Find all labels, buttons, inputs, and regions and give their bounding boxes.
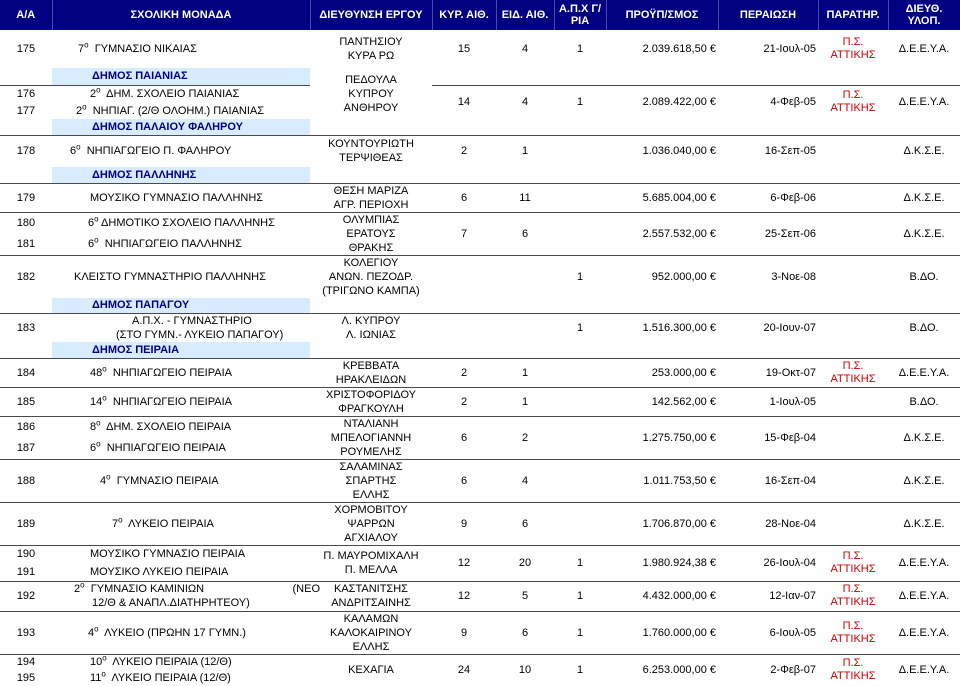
completion-date: 3-Νοε-08 [718,255,818,298]
directorate: Β.ΔΟ. [888,255,960,298]
project-address: ΧΟΡΜΟΒΙΤΟΥ ΨΑΡΡΩΝ ΑΓΧΙΑΛΟΥ [310,502,432,545]
table-row [0,545,960,563]
main-rooms: 14 [432,85,496,119]
project-address: ΚΕΧΑΓΙΑ [310,654,432,686]
row-number: 186 [0,416,52,438]
budget: 1.036.040,00 € [606,135,718,167]
notes: Π.Σ. ΑΤΤΙΚΗΣ [818,545,888,581]
apx-count [554,212,606,255]
main-rooms: 2 [432,358,496,387]
row-number: 183 [0,314,52,343]
school-name: $6^o$ ΝΗΠΙΑΓΩΓΕΙΟ Π. ΦΑΛΗΡΟΥ [52,135,310,167]
row-number: 179 [0,183,52,212]
special-rooms [496,255,554,298]
budget: 4.432.000,00 € [606,581,718,611]
municipality-row [0,167,960,183]
main-rooms: 6 [432,416,496,459]
apx-count [554,502,606,545]
col-header-address[interactable]: ΔΙΕΥΘΥΝΣΗ ΕΡΓΟΥ [310,0,432,30]
table-row [0,30,960,68]
directorate: Δ.Ε.Ε.Υ.Α. [898,43,950,55]
apx-count [554,358,606,387]
municipality-label: ΔΗΜΟΣ ΠΑΙΑΝΙΑΣ [52,68,310,85]
col-header-completion[interactable]: ΠΕΡΑΙΩΣΗ [718,0,818,30]
notes: Π.Σ. ΑΤΤΙΚΗΣ [818,581,888,611]
completion-date: 6-Ιουλ-05 [718,611,818,654]
school-name: $6^o$ ΝΗΠΙΑΓΩΓΕΙΟ ΠΑΛΛΗΝΗΣ [88,235,242,250]
school-name: ΜΟΥΣΙΚΟ ΓΥΜΝΑΣΙΟ ΠΕΙΡΑΙΑ [52,545,310,563]
special-rooms: 11 [496,183,554,212]
directorate: Δ.Ε.Ε.Υ.Α. [888,85,960,119]
table-row [0,183,960,212]
col-header-notes[interactable]: ΠΑΡΑΤΗΡ. [818,0,888,30]
completion-date: 16-Σεπ-05 [718,135,818,167]
row-number: 189 [0,502,52,545]
row-number: 175 [16,43,36,55]
school-name: $4^o$ ΓΥΜΝΑΣΙΟ ΠΕΙΡΑΙΑ [52,459,310,502]
table-row [0,502,960,545]
col-header-budget[interactable]: ΠΡΟΫΠ/ΣΜΟΣ [606,0,718,30]
completion-date: 15-Φεβ-04 [718,416,818,459]
apx-count [554,416,606,459]
school-name: $2^o$ ΔΗΜ. ΣΧΟΛΕΙΟ ΠΑΙΑΝΙΑΣ [52,85,310,102]
main-rooms: 6 [432,183,496,212]
col-header-aa[interactable]: Α/Α [0,0,52,30]
special-rooms: 5 [496,581,554,611]
project-address: ΧΡΙΣΤΟΦΟΡΙΔΟΥ ΦΡΑΓΚΟΥΛΗ [310,387,432,416]
completion-date: 1-Ιουλ-05 [718,387,818,416]
main-rooms: 12 [432,545,496,581]
main-rooms: 9 [432,502,496,545]
table-row [0,581,960,611]
special-rooms: 20 [496,545,554,581]
special-rooms: 6 [496,212,554,255]
school-name: $7^o$ ΓΥΜΝΑΣΙΟ ΝΙΚΑΙΑΣ [78,40,197,55]
main-rooms: 24 [432,654,496,686]
col-header-apx[interactable]: Α.Π.Χ Γ/ΡΙΑ [554,0,606,30]
school-name: ΜΟΥΣΙΚΟ ΛΥΚΕΙΟ ΠΕΙΡΑΙΑ [90,565,229,578]
directorate: Δ.Ε.Ε.Υ.Α. [888,581,960,611]
completion-date: 4-Φεβ-05 [718,85,818,119]
directorate: Δ.Κ.Σ.Ε. [888,416,960,459]
directorate: Δ.Ε.Ε.Υ.Α. [888,545,960,581]
apx-count [554,459,606,502]
notes [818,183,888,212]
school-name: $11^o$ ΛΥΚΕΙΟ ΠΕΙΡΑΙΑ (12/Θ) [90,670,231,684]
header-row [0,0,960,30]
apx-count: 1 [554,314,606,343]
special-rooms: 1 [496,135,554,167]
completion-date: 28-Νοε-04 [718,502,818,545]
main-rooms: 12 [432,581,496,611]
project-address: ΣΑΛΑΜΙΝΑΣ ΣΠΑΡΤΗΣ ΕΛΛΗΣ [310,459,432,502]
row-number: 187 [16,442,36,454]
apx-count: 1 [554,654,606,686]
row-number: 177 [16,104,36,117]
special-rooms: 1 [496,387,554,416]
budget: 2.039.618,50 € [642,43,716,55]
apx-count: 1 [576,43,584,55]
municipality-row [0,119,960,135]
budget: 1.275.750,00 € [606,416,718,459]
row-number: 185 [0,387,52,416]
budget: 2.557.532,00 € [606,212,718,255]
completion-date: 16-Σεπ-04 [718,459,818,502]
project-address: ΚΑΣΤΑΝΙΤΣΗΣ ΑΝΔΡΙΤΣΑΙΝΗΣ [310,581,432,611]
row-number: 176 [0,85,52,102]
directorate: Δ.Κ.Σ.Ε. [888,502,960,545]
budget: 5.685.004,00 € [606,183,718,212]
project-address: ΚΟΛΕΓΙΟΥ ΑΝΩΝ. ΠΕΖΟΔΡ. (ΤΡΙΓΩΝΟ ΚΑΜΠΑ) [310,255,432,298]
directorate: Δ.Ε.Ε.Υ.Α. [888,654,960,686]
main-rooms: 9 [432,611,496,654]
table-row [0,459,960,502]
apx-count: 1 [554,611,606,654]
project-address: Π. ΜΑΥΡΟΜΙΧΑΛΗ Π. ΜΕΛΛΑ [310,545,432,581]
project-address: ΘΕΣΗ ΜΑΡΙΖΑ ΑΓΡ. ΠΕΡΙΟΧΗ [310,183,432,212]
main-rooms [432,314,496,343]
budget: 1.011.753,50 € [606,459,718,502]
project-address: ΚΑΛΑΜΩΝ ΚΑΛΟΚΑΙΡΙΝΟΥ ΕΛΛΗΣ [310,611,432,654]
notes [818,459,888,502]
special-rooms [496,314,554,343]
row-number: 178 [0,135,52,167]
school-name: ΜΟΥΣΙΚΟ ΓΥΜΝΑΣΙΟ ΠΑΛΛΗΝΗΣ [52,183,310,212]
project-address: ΚΟΥΝΤΟΥΡΙΩΤΗ ΤΕΡΨΙΘΕΑΣ [310,135,432,167]
row-number: 181 [16,238,36,250]
completion-date: 25-Σεπ-06 [718,212,818,255]
main-rooms: 2 [432,387,496,416]
municipality-label: ΔΗΜΟΣ ΠΕΙΡΑΙΑ [52,342,310,358]
row-number: 182 [0,255,52,298]
col-header-directorate[interactable]: ΔΙΕΥΘ. ΥΛΟΠ. [888,0,960,30]
completion-date: 2-Φεβ-07 [718,654,818,686]
completion-date: 19-Οκτ-07 [718,358,818,387]
main-rooms: 2 [432,135,496,167]
directorate: Δ.Κ.Σ.Ε. [888,459,960,502]
directorate: Δ.Ε.Ε.Υ.Α. [888,611,960,654]
budget: 1.516.300,00 € [606,314,718,343]
municipality-row [0,298,960,314]
main-rooms: 7 [432,212,496,255]
col-header-special-rooms[interactable]: ΕΙΔ. ΑΙΘ. [496,0,554,30]
school-name: $48^o$ ΝΗΠΙΑΓΩΓΕΙΟ ΠΕΙΡΑΙΑ [52,358,310,387]
directorate: Δ.Κ.Σ.Ε. [888,135,960,167]
notes: Π.Σ. ΑΤΤΙΚΗΣ [830,36,876,61]
row-number: 180 [0,212,52,234]
special-rooms: 6 [496,611,554,654]
school-name: $8^o$ ΔΗΜ. ΣΧΟΛΕΙΟ ΠΕΙΡΑΙΑ [52,416,310,438]
row-number: 193 [0,611,52,654]
directorate: Δ.Κ.Σ.Ε. [888,183,960,212]
budget: 2.089.422,00 € [606,85,718,119]
main-rooms [432,255,496,298]
special-rooms: 10 [496,654,554,686]
project-address: ΟΛΥΜΠΙΑΣ ΕΡΑΤΟΥΣ ΘΡΑΚΗΣ [310,212,432,255]
project-address: Λ. ΚΥΠΡΟΥ Λ. ΙΩΝΙΑΣ [310,314,432,343]
row-number: 188 [0,459,52,502]
completion-date: 21-Ιουλ-05 [763,43,816,55]
row-number: 194 [0,654,52,670]
apx-count [554,387,606,416]
project-address: ΠΑΝΤΗΣΙΟΥ ΚΥΡΑ ΡΩ [339,36,403,62]
special-rooms: 2 [496,416,554,459]
directorate: Δ.Κ.Σ.Ε. [888,212,960,255]
budget: 952.000,00 € [606,255,718,298]
directorate: Β.ΔΟ. [888,387,960,416]
notes: Π.Σ. ΑΤΤΙΚΗΣ [818,611,888,654]
apx-count [554,183,606,212]
directorate: Β.ΔΟ. [888,314,960,343]
school-name: $4^o$ ΛΥΚΕΙΟ (ΠΡΩΗΝ 17 ΓΥΜΝ.) [52,611,310,654]
table-row [0,416,960,438]
notes: Π.Σ. ΑΤΤΙΚΗΣ [818,654,888,686]
notes [818,416,888,459]
notes: Π.Σ. ΑΤΤΙΚΗΣ [818,85,888,119]
table-row [0,387,960,416]
completion-date: 6-Φεβ-06 [718,183,818,212]
col-header-main-rooms[interactable]: ΚΥΡ. ΑΙΘ. [432,0,496,30]
school-name: $6^o$ ΝΗΠΙΑΓΩΓΕΙΟ ΠΕΙΡΑΙΑ [90,439,226,454]
main-rooms: 15 [457,43,471,55]
school-name: $14^o$ ΝΗΠΙΑΓΩΓΕΙΟ ΠΕΙΡΑΙΑ [52,387,310,416]
table-row [0,255,960,298]
project-address: ΚΡΕΒΒΑΤΑ ΗΡΑΚΛΕΙΔΩΝ [310,358,432,387]
municipality-row [0,342,960,358]
budget: 6.253.000,00 € [606,654,718,686]
notes [818,387,888,416]
table-row [0,135,960,167]
directorate: Δ.Ε.Ε.Υ.Α. [888,358,960,387]
school-name: $7^o$ ΛΥΚΕΙΟ ΠΕΙΡΑΙΑ [52,502,310,545]
municipality-label: ΔΗΜΟΣ ΠΑΛΑΙΟΥ ΦΑΛΗΡΟΥ [52,119,310,135]
budget: 1.980.924,38 € [606,545,718,581]
municipality-label: ΔΗΜΟΣ ΠΑΠΑΓΟΥ [52,298,310,314]
row-number: 184 [0,358,52,387]
budget: 253.000,00 € [606,358,718,387]
special-rooms: 6 [496,502,554,545]
special-rooms: 4 [496,459,554,502]
budget: 142.562,00 € [606,387,718,416]
project-address: ΠΕΔΟΥΛΑ ΚΥΠΡΟΥ ΑΝΘΗΡΟΥ [343,73,399,114]
row-number: 192 [0,581,52,611]
special-rooms: 4 [521,43,529,55]
municipality-row [0,68,960,85]
table-row [0,314,960,343]
table-row [0,358,960,387]
apx-count [554,135,606,167]
school-name: ΚΛΕΙΣΤΟ ΓΥΜΝΑΣΤΗΡΙΟ ΠΑΛΛΗΝΗΣ [52,255,310,298]
school-name: $10^o$ ΛΥΚΕΙΟ ΠΕΙΡΑΙΑ (12/Θ) [52,654,310,670]
project-address: ΝΤΑΛΙΑΝΗ ΜΠΕΛΟΓΙΑΝΝΗ ΡΟΥΜΕΛΗΣ [310,416,432,459]
special-rooms: 4 [496,85,554,119]
notes [818,212,888,255]
apx-count: 1 [554,85,606,119]
row-number: 191 [16,565,36,578]
col-header-school[interactable]: ΣΧΟΛΙΚΗ ΜΟΝΑΔΑ [52,0,310,30]
budget: 1.706.870,00 € [606,502,718,545]
budget: 1.760.000,00 € [606,611,718,654]
table-row [0,212,960,234]
notes: Π.Σ. ΑΤΤΙΚΗΣ [818,358,888,387]
completion-date: 26-Ιουλ-04 [718,545,818,581]
school-name: $2^o$ ΓΥΜΝΑΣΙΟ ΚΑΜΙΝΙΩΝ (ΝΕΟ 12/Θ & ΑΝΑΠΛ.ΔΙΑΤΗΡΗΤΕΟΥ) [52,581,310,611]
special-rooms: 1 [496,358,554,387]
apx-count: 1 [554,581,606,611]
table-row [0,85,960,102]
school-name: Α.Π.Χ. - ΓΥΜΝΑΣΤΗΡΙΟ (ΣΤΟ ΓΥΜΝ.- ΛΥΚΕΙΟ ΠΑΠΑΓΟΥ) [52,314,310,343]
notes [818,502,888,545]
table-row [0,654,960,670]
school-name: $2^o$ ΝΗΠΙΑΓ. (2/Θ ΟΛΟΗΜ.) ΠΑΙΑΝΙΑΣ [76,102,265,117]
main-rooms: 6 [432,459,496,502]
completion-date: 20-Ιουν-07 [718,314,818,343]
notes [818,314,888,343]
school-name: $6^o$ ΔΗΜΟΤΙΚΟ ΣΧΟΛΕΙΟ ΠΑΛΛΗΝΗΣ [52,212,310,234]
notes [818,255,888,298]
completion-date: 12-Ιαν-07 [718,581,818,611]
row-number: 190 [0,545,52,563]
apx-count: 1 [554,545,606,581]
row-number: 195 [16,672,36,684]
municipality-label: ΔΗΜΟΣ ΠΑΛΛΗΝΗΣ [52,167,310,183]
apx-count: 1 [554,255,606,298]
notes [818,135,888,167]
